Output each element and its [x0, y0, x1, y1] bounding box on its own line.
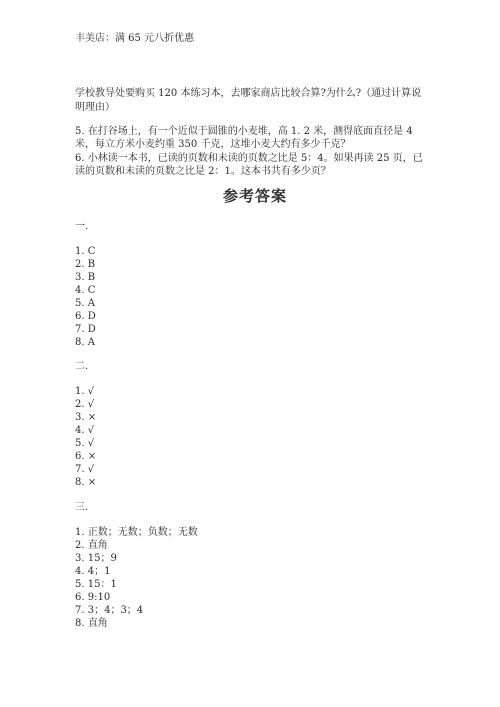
section-2-item: 2. √	[75, 399, 95, 410]
question-5-line2: 米，每立方米小麦约重 350 千克，这堆小麦大约有多少千克？	[75, 139, 351, 150]
answer-title: 参考答案	[222, 187, 287, 205]
section-3-item: 6. 9:10	[75, 592, 111, 603]
section-2-item: 8. ×	[75, 477, 97, 488]
question-6-line2: 读的页数和未读的页数之比是 2：1。这本书共有多少页？	[75, 166, 331, 177]
section-3-item: 2. 直角	[75, 540, 108, 551]
section-3-item: 4. 4；1	[75, 566, 111, 577]
question-5-line1: 5. 在打谷场上，有一个近似于圆锥的小麦堆，高 1. 2 米，测得底面直径是 4	[75, 126, 413, 137]
section-1-item: 1. C	[75, 246, 96, 257]
section-1-item: 7. D	[75, 324, 96, 335]
section-3-item: 8. 直角	[75, 618, 108, 629]
question-text-line2: 明理由）	[75, 102, 115, 113]
section-1-item: 4. C	[75, 285, 96, 296]
section-2-item: 1. √	[75, 386, 95, 397]
section-2-heading: 二.	[75, 361, 89, 372]
section-2-item: 6. ×	[75, 451, 97, 462]
section-3-item: 7. 3；4；3；4	[75, 605, 144, 616]
question-text-line1: 学校教导处要购买 120 本练习本，去哪家商店比较合算?为什么?（通过计算说	[75, 88, 422, 99]
shop-offer-text: 丰美店：满 65 元八折优惠	[75, 33, 195, 44]
section-3-heading: 三.	[75, 502, 89, 513]
section-1-item: 2. B	[75, 259, 96, 270]
section-3-item: 1. 正数；无数；负数；无数	[75, 527, 198, 538]
section-2-item: 5. √	[75, 438, 95, 449]
section-1-item: 6. D	[75, 311, 96, 322]
section-1-item: 8. A	[75, 337, 95, 348]
section-1-item: 5. A	[75, 298, 95, 309]
section-2-item: 7. √	[75, 464, 95, 475]
question-6-line1: 6. 小林读一本书，已读的页数和未读的页数之比是 5：4。如果再读 25 页，已	[75, 153, 423, 164]
section-1-heading: 一.	[75, 221, 89, 232]
section-3-item: 3. 15；9	[75, 553, 117, 564]
section-3-item: 5. 15：1	[75, 579, 117, 590]
section-1-item: 3. B	[75, 272, 96, 283]
section-2-item: 3. ×	[75, 412, 97, 423]
section-2-item: 4. √	[75, 425, 95, 436]
